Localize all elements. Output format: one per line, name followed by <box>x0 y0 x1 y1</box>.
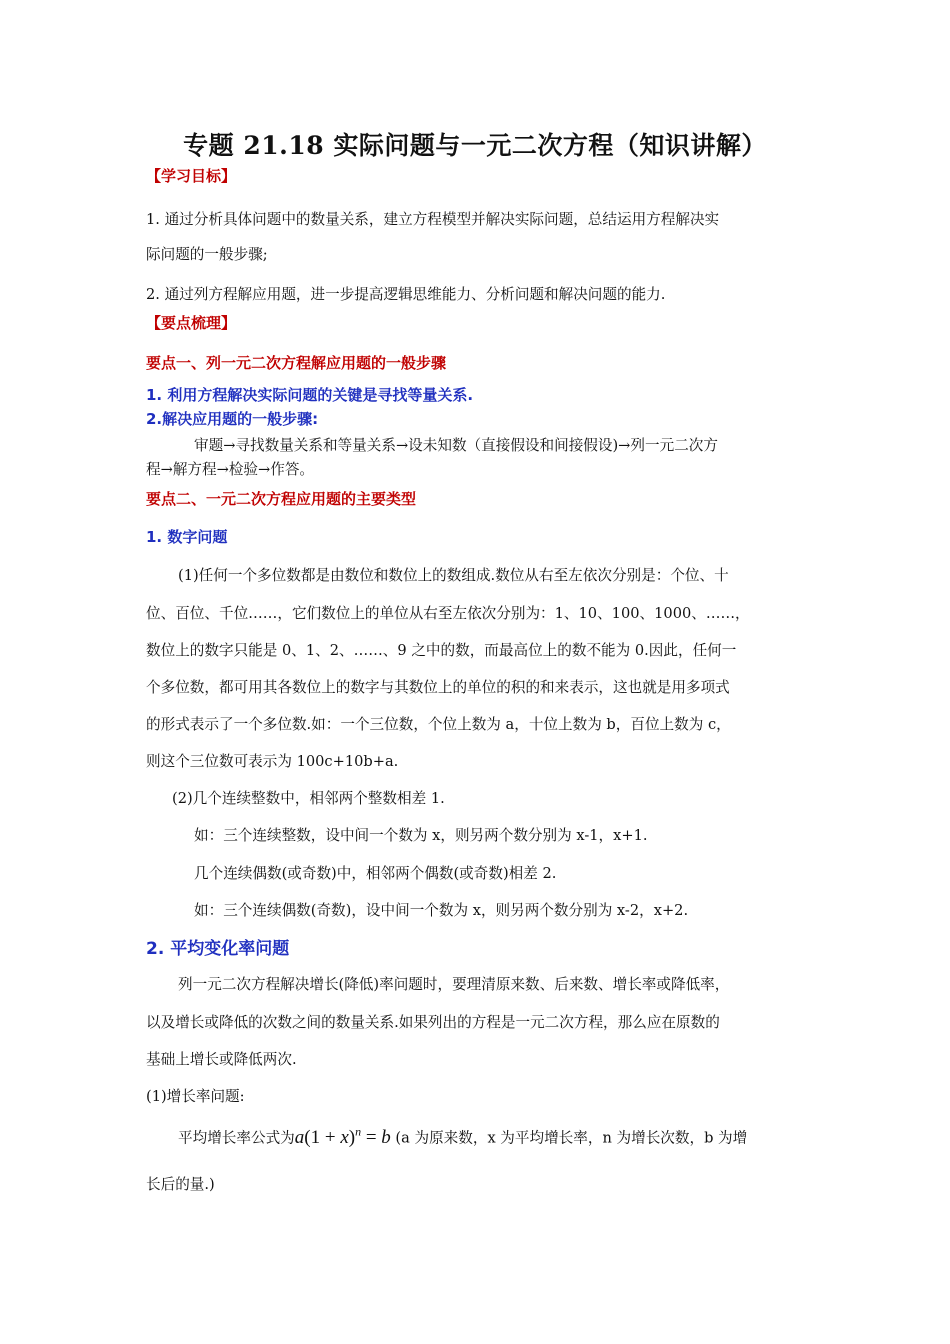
growth-formula-line-2: 长后的量.) <box>146 1176 215 1193</box>
page-title: 专题 21.18 实际问题与一元二次方程（知识讲解） <box>183 131 767 160</box>
rate-para-line-2: 以及增长或降低的次数之间的数量关系.如果列出的方程是一元二次方程，那么应在原数的 <box>146 1014 720 1031</box>
goal-1-line-2: 际问题的一般步骤; <box>146 246 268 263</box>
formula-prefix: 平均增长率公式为 <box>178 1129 295 1147</box>
number-para-2: (2)几个连续整数中，相邻两个整数相差 1. <box>172 790 445 807</box>
number-para-3: 几个连续偶数(或奇数)中，相邻两个偶数(或奇数)相差 2. <box>194 865 557 882</box>
point-1-item-2: 2.解决应用题的一般步骤: <box>146 410 319 428</box>
growth-formula: $a(1 + x)^n = b$ <box>294 1125 391 1149</box>
number-problem-heading: 1. 数字问题 <box>146 528 228 546</box>
number-para-1-line-3: 数位上的数字只能是 0、1、2、……、9 之中的数，而最高位上的数不能为 0.因此，任何一 <box>146 642 737 659</box>
steps-line-1: 审题→寻找数量关系和等量关系→设未知数（直接假设和间接假设)→列一元二次方 <box>194 437 718 454</box>
number-para-1-line-2: 位、百位、千位……，它们数位上的单位从右至左依次分别为：1、10、100、1000、……， <box>146 605 750 622</box>
number-para-1-line-4: 个多位数，都可用其各数位上的数字与其数位上的单位的积的和来表示，这也就是用多项式 <box>146 679 730 696</box>
goal-2: 2. 通过列方程解应用题，进一步提高逻辑思维能力、分析问题和解决问题的能力. <box>146 286 666 303</box>
growth-formula-line <box>178 1125 747 1149</box>
learning-goals-tag: 【学习目标】 <box>146 167 237 185</box>
key-points-tag: 【要点梳理】 <box>146 314 237 332</box>
growth-rate-subheading: (1)增长率问题: <box>146 1088 245 1105</box>
rate-para-line-3: 基础上增长或降低两次. <box>146 1051 297 1068</box>
steps-line-2: 程→解方程→检验→作答。 <box>146 461 315 478</box>
number-para-1-line-1: (1)任何一个多位数都是由数位和数位上的数组成.数位从右至左依次分别是：个位、十 <box>178 567 729 584</box>
point-1-heading: 要点一、列一元二次方程解应用题的一般步骤 <box>146 354 447 372</box>
number-para-1-line-5: 的形式表示了一个多位数.如：一个三位数，个位上数为 a，十位上数为 b，百位上数为 c， <box>146 716 731 733</box>
number-para-2-example: 如：三个连续整数，设中间一个数为 x，则另两个数分别为 x-1，x+1. <box>194 827 648 844</box>
goal-1-line-1: 1. 通过分析具体问题中的数量关系，建立方程模型并解决实际问题，总结运用方程解决实 <box>146 211 720 228</box>
number-para-3-example: 如：三个连续偶数(奇数)，设中间一个数为 x，则另两个数分别为 x-2，x+2. <box>194 902 689 919</box>
number-para-1-line-6: 则这个三位数可表示为 100c+10b+a. <box>146 753 399 770</box>
rate-para-line-1: 列一元二次方程解决增长(降低)率问题时，要理清原来数、后来数、增长率或降低率， <box>178 976 730 993</box>
point-2-heading: 要点二、一元二次方程应用题的主要类型 <box>146 490 417 508</box>
point-1-item-1: 1. 利用方程解决实际问题的关键是寻找等量关系. <box>146 386 474 404</box>
formula-explanation: (a 为原来数，x 为平均增长率，n 为增长次数，b 为增 <box>390 1129 748 1147</box>
rate-problem-heading: 2. 平均变化率问题 <box>146 939 290 959</box>
